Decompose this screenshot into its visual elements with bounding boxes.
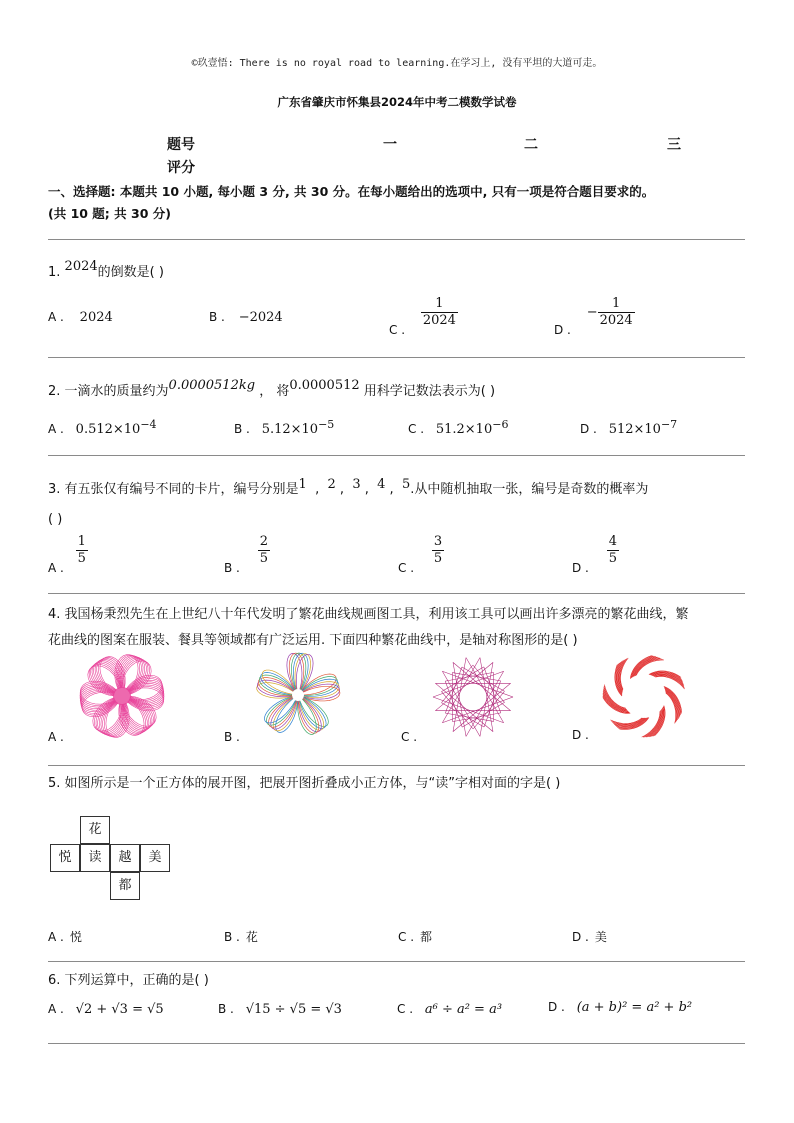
q3-option-b[interactable] (224, 534, 270, 575)
q3-num-2: 2 (327, 477, 336, 492)
net-cell-left: 悦 (50, 844, 80, 872)
q1-text: 的倒数是( ) (97, 265, 164, 280)
score-col-label: 题号 (167, 137, 195, 153)
score-col-2: 二 (524, 137, 538, 153)
q1-d-fraction: $\frac{1}{2024}$ (599, 296, 633, 328)
q3-num-3: 3 (352, 477, 361, 492)
q3-text-post: 从中随机抽取一张，编号是奇数的概率为 (414, 482, 649, 497)
flower-curve-b-image (252, 652, 344, 738)
option-label: C . (397, 1002, 414, 1016)
q2-option-a[interactable] (48, 418, 157, 437)
option-label: D . (554, 323, 571, 337)
q6-option-a[interactable] (48, 1002, 164, 1017)
q3-num-5: 5 (401, 477, 411, 492)
q1-d-sign: − (586, 305, 598, 320)
option-label: A . (48, 561, 64, 575)
q5-a-value: 悦 (69, 930, 82, 944)
divider (48, 961, 745, 962)
q6-a-value: √2 + √3 = √5 (75, 1002, 164, 1017)
flower-curve-d-image (598, 650, 690, 742)
q6-option-b[interactable] (218, 1002, 342, 1017)
q6-option-c[interactable] (397, 1002, 502, 1017)
q3-c-fraction: $\frac{3}{5}$ (433, 534, 443, 566)
net-cell-read: 读 (80, 844, 110, 872)
q2-text-post: 用科学记数法表示为( ) (363, 384, 496, 399)
option-label: C . (389, 323, 406, 337)
q1-number: 1. (48, 265, 61, 280)
question-4 (48, 604, 748, 652)
option-label: A . (48, 1002, 64, 1016)
q4-option-d[interactable] (572, 728, 589, 742)
q1-option-a[interactable] (48, 310, 113, 325)
q4-option-a[interactable] (48, 730, 64, 744)
q2-a-value: 0.512×10 (75, 422, 141, 437)
q5-text: 5. 如图所示是一个正方体的展开图，把展开图折叠成小正方体，与“读”字相对面的字是( ) (48, 776, 561, 791)
divider (48, 455, 745, 456)
q6-b-value: √15 ÷ √5 = √3 (245, 1002, 342, 1017)
q3-a-fraction: $\frac{1}{5}$ (77, 534, 86, 566)
q6-c-value: a⁶ ÷ a² = a³ (424, 1002, 503, 1017)
divider (48, 239, 745, 240)
score-col-1: 一 (383, 137, 397, 153)
option-label: B . (218, 1002, 234, 1016)
q4-option-b[interactable] (224, 730, 240, 744)
q4-text-line2: 花曲线的图案在服装、餐具等领域都有广泛运用. 下面四种繁花曲线中，是轴对称图形的是( ) (48, 633, 578, 648)
q2-c-exp: −6 (492, 418, 509, 431)
flower-curve-a-image (76, 650, 168, 742)
divider (48, 765, 745, 766)
q5-option-d[interactable] (572, 928, 607, 945)
score-col-3: 三 (667, 137, 681, 153)
option-label: A . (48, 422, 64, 436)
q6-option-d[interactable] (548, 1000, 692, 1015)
question-6 (48, 970, 748, 992)
q5-option-c[interactable] (398, 928, 432, 945)
flower-curve-c-image (428, 652, 518, 742)
q3-option-a[interactable] (48, 534, 88, 575)
net-cell-bottom: 都 (110, 872, 140, 900)
q6-text: 6. 下列运算中，正确的是( ) (48, 973, 209, 988)
q3-text-pre: 3. 有五张仅有编号不同的卡片，编号分别是 (48, 482, 299, 497)
option-label: D . (548, 1000, 565, 1014)
question-1 (48, 259, 748, 284)
q3-option-c[interactable] (398, 534, 444, 575)
q2-d-exp: −7 (660, 418, 678, 431)
q1-option-c[interactable] (389, 296, 458, 337)
q3-num-4: 4 (377, 477, 386, 492)
option-label: C . (408, 422, 425, 436)
q3-num-1: 1 (298, 477, 307, 492)
q2-option-c[interactable] (408, 418, 508, 437)
motto: ©玖壹悟: There is no royal road to learning.在学习上, 没有平坦的大道可走。 (191, 58, 603, 69)
option-label: B . (209, 310, 225, 324)
score-row-label: 评分 (167, 160, 195, 176)
q1-math: 2024 (64, 259, 98, 274)
net-cell-top: 花 (80, 816, 110, 844)
q1-option-b[interactable] (209, 310, 283, 325)
option-label: C . (401, 730, 418, 744)
q4-text-line1: 4. 我国杨秉烈先生在上世纪八十年代发明了繁花曲线规画图工具，利用该工具可以画出许多漂亮的繁花曲线，繁 (48, 607, 689, 622)
option-label: B . (224, 561, 240, 575)
section-heading-text: 一、选择题: 本题共 10 小题, 每小题 3 分, 共 30 分。在每小题给出的选项中, 只有一项是符合题目要求的。 (48, 184, 655, 199)
q3-d-fraction: $\frac{4}{5}$ (608, 534, 617, 566)
q4-option-c[interactable] (401, 730, 417, 744)
q2-option-d[interactable] (580, 418, 677, 437)
option-label: B . (224, 930, 240, 944)
q6-d-value: (a + b)² = a² + b² (576, 1000, 693, 1015)
q5-option-b[interactable] (224, 928, 258, 945)
cube-net-diagram (48, 814, 176, 904)
q3-b-fraction: $\frac{2}{5}$ (259, 534, 268, 566)
q2-text-mid: ， 将 (259, 384, 290, 399)
q2-option-b[interactable] (234, 418, 334, 437)
question-5 (48, 773, 748, 795)
option-label: A . (48, 730, 64, 744)
q5-b-value: 花 (245, 930, 258, 944)
divider (48, 593, 745, 594)
option-label: D . (572, 728, 589, 742)
question-2 (48, 378, 748, 403)
option-label: C . (398, 561, 415, 575)
q3-option-d[interactable] (572, 534, 619, 575)
q5-d-value: 美 (594, 930, 607, 944)
divider (48, 357, 745, 358)
option-label: A . (48, 930, 64, 944)
option-label: D . (572, 561, 589, 575)
option-label: D . (572, 930, 589, 944)
q2-a-exp: −4 (140, 418, 157, 431)
q1-c-fraction: $\frac{1}{2024}$ (422, 296, 456, 328)
q2-math-mass: 0.0000512kg (168, 378, 256, 393)
net-cell-right: 美 (140, 844, 170, 872)
q5-option-a[interactable] (48, 928, 82, 945)
q5-c-value: 都 (420, 930, 433, 944)
option-label: B . (234, 422, 250, 436)
option-label: A . (48, 310, 64, 324)
exam-title: 广东省肇庆市怀集县2024年中考二模数学试卷 (277, 95, 517, 109)
q1-a-value: 2024 (79, 310, 113, 325)
q2-c-value: 51.2×10 (435, 422, 493, 437)
q2-d-value: 512×10 (608, 422, 661, 437)
divider (48, 1043, 745, 1044)
option-label: B . (224, 730, 240, 744)
option-label: C . (398, 930, 415, 944)
option-label: D . (580, 422, 597, 436)
q2-text-pre: 2. 一滴水的质量约为 (48, 384, 169, 399)
q1-b-value: −2024 (238, 310, 283, 325)
q2-math-value: 0.0000512 (289, 378, 360, 393)
section-heading (48, 181, 748, 225)
q2-b-exp: −5 (318, 418, 335, 431)
question-3: 3. 有五张仅有编号不同的卡片，编号分别是1 , 2 , 3 , 4 , 5.从中随机抽取一张，编号是奇数的概率为 ( ) (48, 479, 748, 531)
q1-option-d[interactable] (554, 296, 635, 337)
net-cell-yue: 越 (110, 844, 140, 872)
section-heading-sub: (共 10 题; 共 30 分) (48, 206, 171, 221)
q2-b-value: 5.12×10 (261, 422, 319, 437)
q3-answer-paren: ( ) (48, 512, 63, 527)
